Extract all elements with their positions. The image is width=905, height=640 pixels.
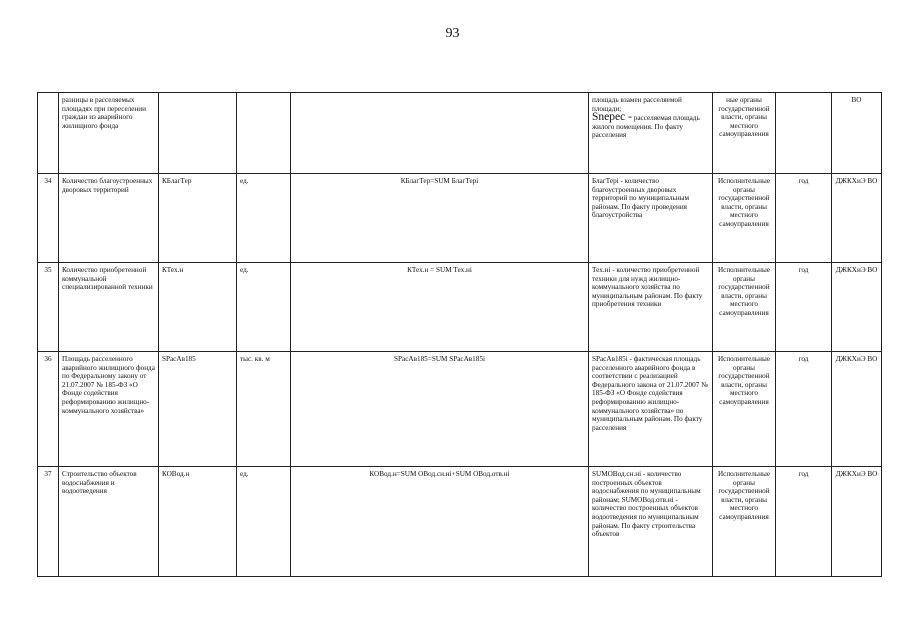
row-number: 34 [38,174,59,263]
responsible: Исполнительные органы государственной власти, органы местного самоуправления [713,263,776,352]
row-number [38,93,59,174]
description-text: расселяемая площадь жилого помещения. По факту расселения [592,114,700,140]
unit: ед. [237,263,291,352]
responsible: Исполнительные органы государственной власти, органы местного самоуправления [713,352,776,467]
responsible: ные органы государственной власти, органы местного самоуправления [713,93,776,174]
row-number: 36 [38,352,59,467]
period: год [776,467,832,577]
row-number: 37 [38,467,59,577]
indicator-table [37,92,882,577]
indicator-id: КОВод.н [159,467,237,577]
formula-description [589,93,713,174]
page-number: 93 [445,26,460,41]
indicator-id [159,93,237,174]
unit: тыс. кв. м [237,352,291,467]
period [776,93,832,174]
description-line: площадь взамен расселяемой площади; [592,96,682,113]
responsible: Исполнительные органы государственной власти, органы местного самоуправления [713,467,776,577]
formula [291,93,589,174]
unit: ед. [237,467,291,577]
table-row [38,467,882,577]
source: ДЖКХиЭ ВО [832,352,882,467]
formula: КОВод.н=SUM ОВод.сн.нi+SUM ОВод.отв.нi [291,467,589,577]
source: ДЖКХиЭ ВО [832,263,882,352]
source: ВО [832,93,882,174]
table-row [38,93,882,174]
period: год [776,352,832,467]
table-row [38,263,882,352]
responsible: Исполнительные органы государственной власти, органы местного самоуправления [713,174,776,263]
description-symbol: Snepec - [592,111,632,124]
indicator-id: КБлагТер [159,174,237,263]
indicator-name: Количество благоустроенных дворовых территорий [59,174,159,263]
unit [237,93,291,174]
table-row [38,174,882,263]
source: ДЖКХиЭ ВО [832,467,882,577]
formula: КБлагТер=SUM БлагТерi [291,174,589,263]
formula: КТех.н = SUM Тех.нi [291,263,589,352]
indicator-name: Строительство объектов водоснабжения и водоотведения [59,467,159,577]
formula-description: Тех.нi - количество приобретенной техники для нужд жилищно-коммунального хозяйства по муниципальным районам. По факту приобретения техники [589,263,713,352]
indicator-id: SРасАв185 [159,352,237,467]
formula-description: БлагТерi - количество благоустроенных дворовых территорий по муниципальным районам. По факту проведения благоустройства [589,174,713,263]
formula-description: SРасАв185i - фактическая площадь расселенного аварийного фонда в соответствии с реализацией Федерального закона от 21.07.2007 № 185-ФЗ «О Фонде содействия реформированию жилищно-коммунального хозяйства» по муниципальным районам. По факту расселения [589,352,713,467]
row-number: 35 [38,263,59,352]
table-row [38,352,882,467]
period: год [776,263,832,352]
indicator-name: разницы в расселяемых площадях при переселении граждан из аварийного жилищного фонда [59,93,159,174]
unit: ед. [237,174,291,263]
period: год [776,174,832,263]
indicator-id: КТех.н [159,263,237,352]
formula-description: SUMОВод.сн.нi - количество построенных объектов водоснабжения по муниципальным районам; SUMОВод.отв.нi - количество построенных объектов водоотведения по муниципальным районам. По факту строительства объектов [589,467,713,577]
indicator-name: Количество приобретенной коммунальной специализированной техники [59,263,159,352]
indicator-name: Площадь расселенного аварийного жилищного фонда по Федеральному закону от 21.07.2007 № 185-ФЗ «О Фонде содействия реформированию жилищно-коммунального хозяйства» [59,352,159,467]
source: ДЖКХиЭ ВО [832,174,882,263]
formula: SРасАв185=SUM SРасАв185i [291,352,589,467]
